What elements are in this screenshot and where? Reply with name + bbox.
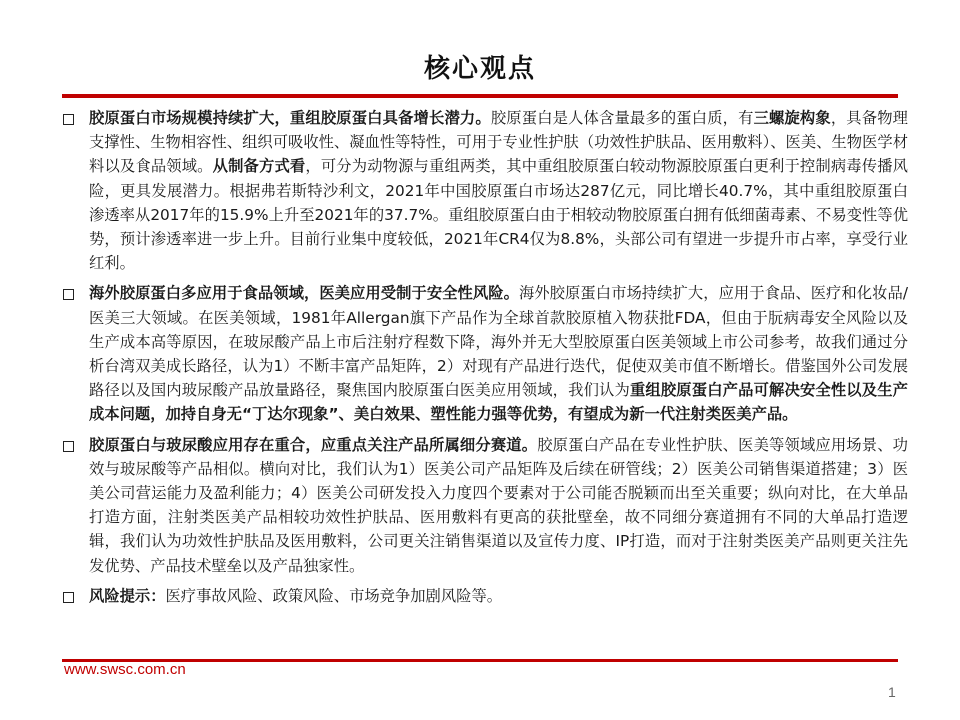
square-bullet-icon xyxy=(63,114,74,125)
key-point-2-emphasis: 重组胶原蛋白产品可解决安全性以及生产成本问题，加持自身无“丁达尔现象”、美白效果、塑性能力强等优势，有望成为新一代注射类医美产品。 xyxy=(89,381,908,424)
key-point-3-heading: 胶原蛋白与玻尿酸应用存在重合，应重点关注产品所属细分赛道。 xyxy=(89,435,538,454)
key-points-list xyxy=(62,106,908,614)
key-point-1-emphasis: 从制备方式看 xyxy=(212,157,306,176)
key-point-1-text: ，具备物理支撑性、生物相容性、组织可吸收性、凝血性等特性，可用于专业性护肤（功效性护肤品、医用敷料）、医美、生物医学材料以及食品领域。 xyxy=(89,109,908,176)
key-point-2 xyxy=(62,281,908,426)
key-point-3-text: 胶原蛋白产品在专业性护肤、医美等领域应用场景、功效与玻尿酸等产品相似。横向对比，我们认为1）医美公司产品矩阵及后续在研管线；2）医美公司销售渠道搭建；3）医美公司营运能力及盈利能力；4）医美公司研发投入力度四个要素对于公司能否脱颖而出至关重要；纵向对比，在大单品打造方面，注射类医美产品相较功效性护肤品、医用敷料有更高的获批壁垒，故不同细分赛道拥有不同的大单品打造逻辑，我们认为功效性护肤品及医用敷料，公司更关注销售渠道以及宣传力度、IP打造，而对于注射类医美产品则更关注先发优势、产品技术壁垒以及产品独家性。 xyxy=(89,435,908,575)
footer-divider xyxy=(62,659,898,662)
risk-warning-text: 医疗事故风险、政策风险、市场竞争加剧风险等。 xyxy=(165,586,503,605)
key-point-2-text: 海外胶原蛋白市场持续扩大，应用于食品、医疗和化妆品/医美三大领域。在医美领域，1981年Allergan旗下产品作为全球首款胶原植入物获批FDA，但由于朊病毒安全风险以及生产成本高等原因，在玻尿酸产品上市后注射疗程数下降，海外并无大型胶原蛋白医美领域上市公司参考，故我们通过分析台湾双美成长路径，认为1）不断丰富产品矩阵，2）对现有产品进行迭代，促使双美市值不断增长。借鉴国外公司发展路径以及国内玻尿酸产品放量路径，聚焦国内胶原蛋白医美应用领域，我们认为 xyxy=(89,284,908,400)
title-underline xyxy=(62,94,898,98)
page-title: 核心观点 xyxy=(423,54,536,84)
key-point-1-text: ，可分为动物源与重组两类，其中重组胶原蛋白较动物源胶原蛋白更利于控制病毒传播风险，更具发展潜力。根据弗若斯特沙利文，2021年中国胶原蛋白市场达287亿元，同比增长40.7%，其中重组胶原蛋白渗透率从2017年的15.9%上升至2021年的37.7%。重组胶原蛋白由于相较动物胶原蛋白拥有低细菌毒素、不易变性等优势，预计渗透率进一步上升。目前行业集中度较低，2021年CR4仅为8.8%，头部公司有望进一步提升市占率，享受行业红利。 xyxy=(89,157,908,273)
risk-warning-heading: 风险提示： xyxy=(89,586,166,605)
footer-website-link[interactable]: www.swsc.com.cn xyxy=(64,661,186,678)
page-number: 1 xyxy=(888,684,896,700)
key-point-3 xyxy=(62,433,908,578)
key-point-1-text: 胶原蛋白是人体含量最多的蛋白质，有 xyxy=(490,109,754,127)
key-point-1 xyxy=(62,106,908,275)
key-point-1-heading: 胶原蛋白市场规模持续扩大，重组胶原蛋白具备增长潜力。 xyxy=(89,109,491,127)
risk-warning xyxy=(62,584,908,608)
key-point-1-emphasis: 三螺旋构象 xyxy=(753,109,831,127)
key-point-2-heading: 海外胶原蛋白多应用于食品领域，医美应用受制于安全性风险。 xyxy=(89,284,519,303)
square-bullet-icon xyxy=(63,289,74,300)
square-bullet-icon xyxy=(63,441,74,452)
square-bullet-icon xyxy=(63,592,74,603)
